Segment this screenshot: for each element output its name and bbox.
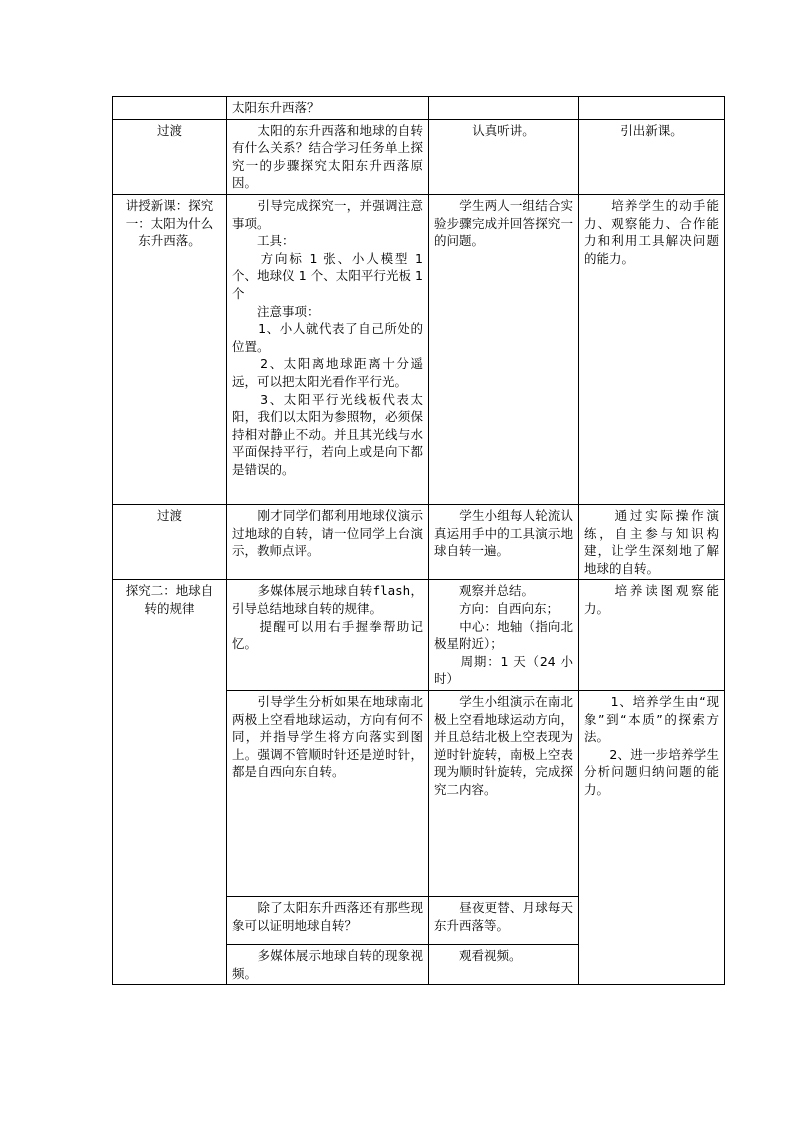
stage-cell [113, 194, 227, 504]
teacher-activity-cell [227, 690, 429, 896]
table-row [113, 119, 725, 194]
design-intent-cell [579, 97, 725, 120]
paragraph: 刚才同学们都利用地球仪演示过地球的自转，请一位同学上台演示，教师点评。 [232, 507, 423, 559]
paragraph: 认真听讲。 [472, 122, 535, 138]
stage-cell [113, 504, 227, 579]
paragraph: 学生两人一组结合实验步骤完成并回答探究一的问题。 [434, 197, 573, 249]
paragraph: 培养读图观察能力。 [584, 583, 719, 616]
table-row [113, 580, 725, 691]
paragraph: 2、进一步培养学生分析问题归纳问题的能力。 [584, 746, 719, 797]
teacher-activity-cell [227, 580, 429, 691]
paragraph: 周期：1 天（24 小时） [434, 653, 573, 687]
stage-label: 过渡 [156, 507, 182, 523]
paragraph: 除了太阳东升西落还有那些现象可以证明地球自转？ [232, 899, 423, 933]
student-activity-cell [429, 504, 579, 579]
paragraph: 太阳的东升西落和地球的自转有什么关系？结合学习任务单上探究一的步骤探究太阳东升西落原因。 [232, 122, 423, 191]
teacher-activity-cell [227, 119, 429, 194]
table-row [113, 504, 725, 579]
stage-cell [113, 119, 227, 194]
student-activity-cell [429, 690, 579, 896]
paragraph [232, 582, 423, 617]
student-activity-cell [429, 944, 579, 984]
teacher-activity-cell [227, 944, 429, 984]
lesson-plan-table [112, 96, 725, 985]
paragraph: 中心：地轴（指向北极星附近）； [434, 618, 573, 652]
paragraph: 引出新课。 [620, 122, 683, 138]
paragraph: 多媒体展示地球自转的现象视频。 [232, 947, 423, 981]
teacher-activity-cell [227, 194, 429, 504]
paragraph: 方向标 1 张、小人模型 1 个、地球仪 1 个、太阳平行光板 1 个 [232, 250, 427, 301]
teacher-activity-cell [227, 97, 429, 120]
paragraph: 注意事项： [232, 303, 320, 319]
paragraph: 观看视频。 [434, 947, 522, 963]
paragraph: 2、太阳离地球距离十分遥远，可以把太阳光看作平行光。 [232, 356, 423, 389]
design-intent-cell [579, 580, 725, 691]
text-run: ，引导总结地球自转的规律。 [232, 583, 423, 616]
student-activity-cell [429, 896, 579, 944]
student-activity-cell [429, 119, 579, 194]
design-intent-cell [579, 690, 725, 984]
design-intent-cell [579, 119, 725, 194]
paragraph: 学生小组演示在南北极上空看地球运动方向，并且总结北极上空表现为逆时针旋转，南极上空表现为顺时针旋转，完成探究二内容。 [434, 693, 573, 797]
student-activity-cell [429, 580, 579, 691]
paragraph: 通过实际操作演练，自主参与知识构建，让学生深刻地了解地球的自转。 [584, 507, 719, 576]
paragraph: 引导完成探究一，并强调注意事项。 [232, 197, 423, 231]
paragraph: 学生小组每人轮流认真运用手中的工具演示地球自转一遍。 [434, 507, 573, 559]
stage-label: 探究二：地球自转的规律 [125, 583, 214, 616]
paragraph: 提醒可以用右手握拳帮助记忆。 [232, 618, 423, 652]
paragraph: 培养学生的动手能力、观察能力、合作能力和利用工具解决问题的能力。 [584, 197, 719, 266]
table-row [113, 97, 725, 120]
student-activity-cell [429, 194, 579, 504]
stage-label: 讲授新课：探究一：太阳为什么东升西落。 [125, 197, 214, 249]
text-run: flash [372, 583, 411, 599]
teacher-activity-cell [227, 896, 429, 944]
paragraph: 引导学生分析如果在地球南北两极上空看地球运动，方向有何不同，并指导学生将方向落实到图上。强调不管顺时针还是逆时针，都是自西向东自转。 [232, 693, 423, 780]
stage-cell [113, 97, 227, 120]
table-row [113, 194, 725, 504]
stage-label: 过渡 [156, 122, 182, 138]
paragraph: 1、小人就代表了自己所处的位置。 [232, 321, 423, 354]
paragraph: 工具： [232, 233, 295, 249]
paragraph: 3、太阳平行光线板代表太阳，我们以太阳为参照物，必须保持相对静止不动。并且其光线与水平面保持平行，若向上或是向下都是错误的。 [232, 391, 423, 477]
paragraph: 太阳东升西落？ [232, 100, 320, 115]
design-intent-cell [579, 504, 725, 579]
student-activity-cell [429, 97, 579, 120]
paragraph: 方向：自西向东； [434, 600, 560, 616]
paragraph: 昼夜更替、月球每天东升西落等。 [434, 899, 573, 933]
paragraph: 观察并总结。 [434, 583, 535, 599]
teacher-activity-cell [227, 504, 429, 579]
text-run: 多媒体展示地球自转 [232, 583, 373, 599]
design-intent-cell [579, 194, 725, 504]
stage-cell [113, 580, 227, 985]
paragraph: 1、培养学生由“现象”到“本质”的探索方法。 [584, 693, 719, 745]
